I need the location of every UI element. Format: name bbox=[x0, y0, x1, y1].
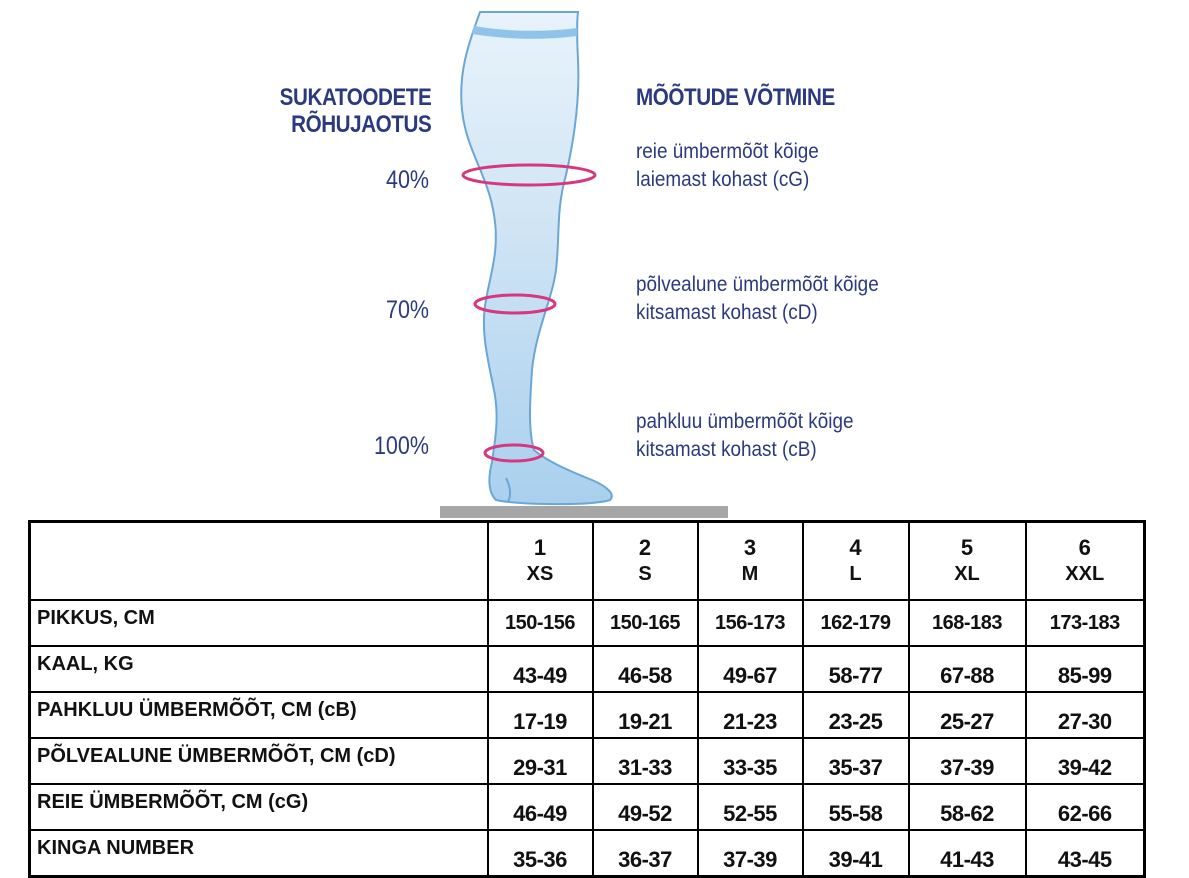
table-cell: 49-52 bbox=[593, 784, 698, 830]
knee-measurement-description bbox=[636, 271, 879, 327]
table-cell: 173-183 bbox=[1026, 600, 1145, 646]
table-cell: 43-49 bbox=[488, 646, 593, 692]
measurement-heading: MÕÕTUDE VÕTMINE bbox=[636, 84, 835, 111]
size-code: L bbox=[803, 561, 909, 600]
pressure-heading-line-2: RÕHUJAOTUS bbox=[290, 111, 431, 138]
thigh-desc-line-2: laiemast kohast (cG) bbox=[636, 168, 810, 191]
table-cell: 55-58 bbox=[803, 784, 909, 830]
table-cell: 23-25 bbox=[803, 692, 909, 738]
size-code: XS bbox=[488, 561, 593, 600]
table-cell: 29-31 bbox=[488, 738, 593, 784]
pressure-heading-line-1: SUKATOODETE bbox=[279, 84, 431, 111]
stocking-leg-shape bbox=[461, 12, 612, 504]
row-label: REIE ÜMBERMÕÕT, CM (cG) bbox=[30, 784, 488, 830]
size-code: XL bbox=[909, 561, 1026, 600]
table-cell: 150-156 bbox=[488, 600, 593, 646]
row-label: PÕLVEALUNE ÜMBERMÕÕT, CM (cD) bbox=[30, 738, 488, 784]
size-table bbox=[28, 520, 1146, 878]
table-cell: 67-88 bbox=[909, 646, 1026, 692]
table-cell: 39-41 bbox=[803, 830, 909, 877]
table-cell: 58-77 bbox=[803, 646, 909, 692]
ankle-measurement-description bbox=[636, 408, 853, 464]
size-number: 2 bbox=[593, 522, 698, 562]
table-row-ankle bbox=[30, 692, 1145, 738]
table-cell: 46-49 bbox=[488, 784, 593, 830]
size-code: S bbox=[593, 561, 698, 600]
table-cell: 35-36 bbox=[488, 830, 593, 877]
table-cell: 162-179 bbox=[803, 600, 909, 646]
table-row-calf bbox=[30, 738, 1145, 784]
ankle-desc-line-2: kitsamast kohast (cB) bbox=[636, 438, 817, 461]
pressure-ankle-percent: 100% bbox=[374, 432, 429, 460]
table-row-weight bbox=[30, 646, 1145, 692]
pressure-distribution-heading bbox=[279, 84, 431, 138]
size-number: 4 bbox=[803, 522, 909, 562]
table-cell: 156-173 bbox=[698, 600, 803, 646]
table-cell: 33-35 bbox=[698, 738, 803, 784]
knee-desc-line-2: kitsamast kohast (cD) bbox=[636, 301, 818, 324]
table-cell: 168-183 bbox=[909, 600, 1026, 646]
table-cell: 150-165 bbox=[593, 600, 698, 646]
thigh-desc-line-1: reie ümbermõõt kõige bbox=[636, 140, 819, 163]
size-code: XXL bbox=[1026, 561, 1145, 600]
table-cell: 19-21 bbox=[593, 692, 698, 738]
table-cell: 25-27 bbox=[909, 692, 1026, 738]
pressure-knee-percent: 70% bbox=[385, 296, 429, 324]
table-cell: 17-19 bbox=[488, 692, 593, 738]
table-cell: 43-45 bbox=[1026, 830, 1145, 877]
thigh-measurement-description bbox=[636, 138, 819, 194]
size-number-row bbox=[30, 522, 1145, 562]
size-number: 5 bbox=[909, 522, 1026, 562]
table-cell: 58-62 bbox=[909, 784, 1026, 830]
size-code: M bbox=[698, 561, 803, 600]
floor-bar bbox=[440, 506, 728, 518]
table-cell: 85-99 bbox=[1026, 646, 1145, 692]
row-label: KAAL, KG bbox=[30, 646, 488, 692]
table-cell: 41-43 bbox=[909, 830, 1026, 877]
table-cell: 37-39 bbox=[698, 830, 803, 877]
size-number: 3 bbox=[698, 522, 803, 562]
table-cell: 49-67 bbox=[698, 646, 803, 692]
table-row-thigh bbox=[30, 784, 1145, 830]
size-number: 1 bbox=[488, 522, 593, 562]
table-cell: 36-37 bbox=[593, 830, 698, 877]
table-row-shoe-size bbox=[30, 830, 1145, 877]
table-cell: 39-42 bbox=[1026, 738, 1145, 784]
knee-desc-line-1: põlvealune ümbermõõt kõige bbox=[636, 273, 879, 296]
table-row-height bbox=[30, 600, 1145, 646]
row-label: PIKKUS, CM bbox=[30, 600, 488, 646]
table-cell: 27-30 bbox=[1026, 692, 1145, 738]
table-cell: 52-55 bbox=[698, 784, 803, 830]
table-corner-cell bbox=[30, 522, 488, 601]
table-cell: 31-33 bbox=[593, 738, 698, 784]
table-cell: 21-23 bbox=[698, 692, 803, 738]
table-cell: 46-58 bbox=[593, 646, 698, 692]
size-number: 6 bbox=[1026, 522, 1145, 562]
table-cell: 35-37 bbox=[803, 738, 909, 784]
table-cell: 62-66 bbox=[1026, 784, 1145, 830]
table-cell: 37-39 bbox=[909, 738, 1026, 784]
ankle-desc-line-1: pahkluu ümbermõõt kõige bbox=[636, 410, 854, 433]
row-label: PAHKLUU ÜMBERMÕÕT, CM (cB) bbox=[30, 692, 488, 738]
pressure-thigh-percent: 40% bbox=[385, 166, 429, 194]
row-label: KINGA NUMBER bbox=[30, 830, 488, 877]
